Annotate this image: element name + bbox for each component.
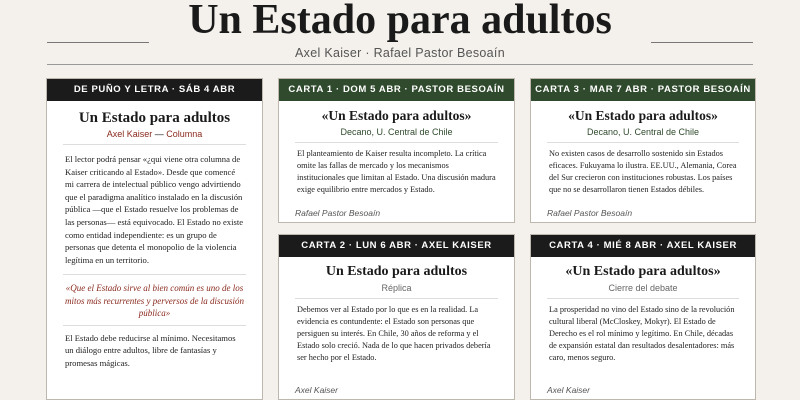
- letter-body: El planteamiento de Kaiser resulta incompleto. La crítica omite las fallas de mercado y los mecanismos institucionales que limitan al Estado. Una discusión madura exige equilibrio entre mercados y Estado.: [297, 149, 496, 194]
- letter-signature: Axel Kaiser: [547, 385, 590, 395]
- letter-signature: Rafael Pastor Besoaín: [295, 208, 381, 218]
- pull-quote: «Que el Estado sirve al bien común es uno de los mitos más recurrentes y perversos de la discusión pública»: [64, 283, 245, 319]
- letter-header: CARTA 2 · LUN 6 ABR · AXEL KAISER: [279, 235, 514, 257]
- column-body: El lector podrá pensar «¿qui viene otra columna de Kaiser criticando al Estado». Desde que comencé mi carrera de intelectual público vengo advirtiendo que el paradigma analítico instalado en la discusión pública —que el Estado resuelve los problemas de las personas— está equivocado. El Estado no existe como entidad independiente: es un grupo de personas que detenta el monopolio de la violencia legítima en un territorio.: [65, 154, 244, 265]
- letter-body: Debemos ver al Estado por lo que es en la realidad. La evidencia es contundente: el Estado son personas que persiguen su interés. En Chile, 30 años de reforma y el Estado solo creció. Nada de lo que hacen privados debería ser hecho por el Estado.: [297, 305, 491, 362]
- letter-header: CARTA 3 · MAR 7 ABR · PASTOR BESOAÍN: [531, 79, 755, 101]
- quote-separator-top: [63, 274, 246, 275]
- letter-card: [278, 234, 515, 400]
- column-separator: [63, 144, 246, 145]
- letter-separator: [295, 142, 498, 143]
- title-rule-left: [47, 42, 149, 43]
- letter-title: Un Estado para adultos: [325, 264, 468, 279]
- letter-header: CARTA 4 · MIÉ 8 ABR · AXEL KAISER: [531, 235, 755, 257]
- column-closing: El Estado debe reducirse al mínimo. Necesitamos un diálogo entre adultos, libre de fantasías y promesas mágicas.: [65, 332, 236, 369]
- letter-header: CARTA 1 · DOM 5 ABR · PASTOR BESOAÍN: [279, 79, 514, 101]
- letter-body: La prosperidad no vino del Estado sino de la revolución cultural liberal (McCloskey, Mokyr). El Estado de Derecho es el rol mínimo y legítimo. En Chile, décadas de expansión estatal dan resultados desalentadores: más caro, menos seguro.: [549, 305, 735, 362]
- letter-separator: [295, 298, 498, 299]
- letter-subtitle: Decano, U. Central de Chile: [340, 127, 453, 137]
- title-rule-right: [651, 42, 753, 43]
- letter-card: [530, 234, 756, 400]
- letter-subtitle: Decano, U. Central de Chile: [586, 127, 700, 137]
- masthead-divider: [47, 64, 753, 65]
- column-card: [46, 78, 263, 400]
- authors-byline: Axel Kaiser · Rafael Pastor Besoaín: [295, 46, 505, 60]
- letter-signature: Rafael Pastor Besoaín: [547, 208, 633, 218]
- byline-dash: —: [152, 129, 167, 139]
- letter-card: [278, 78, 515, 223]
- column-card-header: DE PUÑO Y LETRA · SÁB 4 ABR: [47, 79, 262, 101]
- letter-signature: Axel Kaiser: [295, 385, 338, 395]
- column-author: Axel Kaiser: [106, 129, 153, 139]
- letter-subtitle: Cierre del debate: [608, 283, 678, 293]
- letter-title: «Un Estado para adultos»: [321, 108, 472, 123]
- column-section: Columna: [166, 129, 203, 139]
- letter-title: «Un Estado para adultos»: [568, 108, 718, 123]
- letter-separator: [547, 298, 739, 299]
- column-title: Un Estado para adultos: [78, 110, 231, 126]
- masthead: [0, 0, 800, 70]
- letter-subtitle: Réplica: [381, 283, 412, 293]
- quote-separator-bottom: [63, 325, 246, 326]
- page-title: Un Estado para adultos: [188, 0, 612, 43]
- column-byline: [47, 129, 262, 139]
- letter-title: «Un Estado para adultos»: [565, 264, 721, 279]
- letter-body: No existen casos de desarrollo sostenido sin Estados eficaces. Fukuyama lo ilustra. EE.UU., Alemania, Corea del Sur crecieron con instituciones robustas. Los países que no se desarrollaron tienen Estados débiles.: [549, 149, 737, 194]
- letter-card: [530, 78, 756, 223]
- letter-separator: [547, 142, 739, 143]
